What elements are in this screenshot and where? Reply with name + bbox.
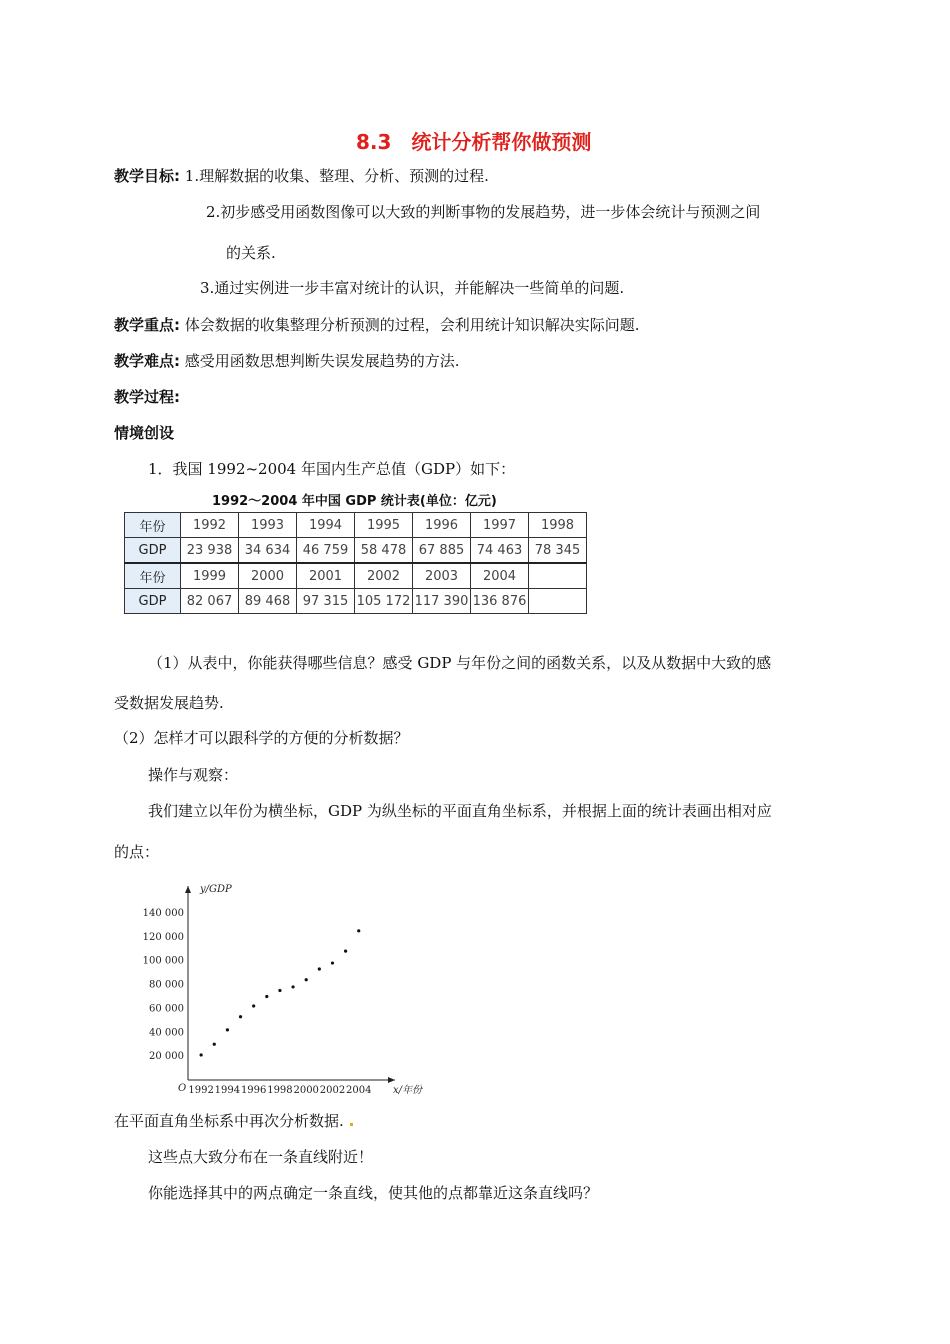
table-cell: GDP [125,538,181,564]
table-cell: 117 390 [413,589,471,614]
paragraph-4-line2: 的点： [114,843,160,861]
data-point [305,978,308,981]
data-point [239,1015,242,1018]
difficulty [114,350,460,371]
x-tick-label: 2004 [346,1085,372,1096]
x-tick-label: 2000 [293,1085,319,1096]
question-1: 1．我国 1992~2004 年国内生产总值（GDP）如下： [148,460,516,478]
paragraph-2: （2）怎样才可以跟科学的方便的分析数据？ [114,729,409,747]
y-tick-label: 140 000 [142,907,184,919]
table-cell: 1993 [239,513,297,538]
table-cell: 1998 [529,513,587,538]
difficulty-text: 感受用函数思想判断失误发展趋势的方法. [184,352,460,370]
paragraph-6: 这些点大致分布在一条直线附近！ [148,1148,374,1166]
table-cell: 1997 [471,513,529,538]
y-tick-label: 100 000 [142,955,184,967]
data-point [213,1043,216,1046]
paragraph-3: 操作与观察： [148,766,239,784]
x-tick-label: 1994 [214,1085,241,1096]
key-point-label: 教学重点: [114,316,180,334]
data-point [278,989,281,992]
data-point [357,929,360,932]
x-tick-label: 1998 [267,1085,293,1096]
data-point [318,967,321,970]
page-title: 8.3 统计分析帮你做预测 [356,130,592,154]
paragraph-1-line1: （1）从表中，你能获得哪些信息？感受 GDP 与年份之间的函数关系，以及从数据中大致的感 [148,654,772,672]
table-cell: 82 067 [181,589,239,614]
table-cell: 1995 [355,513,413,538]
gdp-scatter-chart [140,876,440,1096]
paragraph-7: 你能选择其中的两点确定一条直线，使其他的点都靠近这条直线吗？ [148,1184,599,1202]
table-cell: 74 463 [471,538,529,564]
y-tick-label: 40 000 [149,1027,184,1039]
table-cell: 1994 [297,513,355,538]
table-cell: 67 885 [413,538,471,564]
table-cell: 78 345 [529,538,587,564]
table-cell: 2000 [239,563,297,589]
chart-axes [178,884,423,1096]
table-cell: 年份 [125,513,181,538]
chart-points [200,929,361,1056]
y-axis-label: y/GDP [200,884,232,895]
difficulty-label: 教学难点: [114,352,180,370]
table-cell: GDP [125,589,181,614]
table-cell: 2002 [355,563,413,589]
objective-2-line2: 的关系. [226,244,276,262]
objectives-label: 教学目标: [114,167,180,185]
paragraph-5 [114,1110,354,1131]
objective-1: 1.理解数据的收集、整理、分析、预测的过程. [184,167,489,185]
origin-label: O [178,1083,187,1094]
table-cell: 2004 [471,563,529,589]
data-point [226,1028,229,1031]
data-point [344,950,347,953]
chart-ticks [143,908,372,1096]
table-cell: 23 938 [181,538,239,564]
x-tick-label: 1992 [188,1085,214,1096]
table-row [125,589,587,614]
data-point [331,961,334,964]
table-cell: 58 478 [355,538,413,564]
paragraph-1-line2: 受数据发展趋势. [114,694,224,712]
data-point [252,1004,255,1007]
table-cell: 1996 [413,513,471,538]
y-tick-label: 60 000 [149,1003,184,1015]
table-cell: 2001 [297,563,355,589]
process-label: 教学过程: [114,388,180,406]
gdp-table [124,512,587,614]
table-cell: 1999 [181,563,239,589]
paragraph-4-line1: 我们建立以年份为横坐标，GDP 为纵坐标的平面直角坐标系，并根据上面的统计表画出相对应 [148,802,772,820]
orange-dot-mark [350,1123,353,1126]
table-row [125,513,587,538]
table-caption: 1992～2004 年中国 GDP 统计表(单位：亿元) [212,494,497,509]
table-cell: 年份 [125,563,181,589]
table-cell: 46 759 [297,538,355,564]
table-cell: 136 876 [471,589,529,614]
key-point [114,314,640,335]
x-axis-arrow [388,1077,395,1083]
x-tick-label: 1996 [240,1085,267,1096]
table-cell: 34 634 [239,538,297,564]
situation-label: 情境创设 [114,424,175,442]
data-point [291,985,294,988]
x-axis-label: x/年份 [393,1085,423,1096]
table-cell: 89 468 [239,589,297,614]
paragraph-5-text: 在平面直角坐标系中再次分析数据. [114,1112,344,1130]
table-row [125,538,587,564]
y-tick-label: 80 000 [149,979,184,991]
objective-3: 3.通过实例进一步丰富对统计的认识，并能解决一些简单的问题. [200,279,625,297]
table-row [125,563,587,589]
y-axis-arrow [185,886,191,893]
data-point [200,1053,203,1056]
key-point-text: 体会数据的收集整理分析预测的过程，会利用统计知识解决实际问题. [184,316,640,334]
table-cell [529,589,587,614]
table-cell: 1992 [181,513,239,538]
data-point [265,995,268,998]
table-cell [529,563,587,589]
x-tick-label: 2002 [319,1085,346,1096]
table-cell: 2003 [413,563,471,589]
y-tick-label: 20 000 [149,1051,184,1063]
objectives-line1 [114,165,489,186]
objective-2-line1: 2.初步感受用函数图像可以大致的判断事物的发展趋势，进一步体会统计与预测之间 [206,203,761,221]
table-cell: 97 315 [297,589,355,614]
table-cell: 105 172 [355,589,413,614]
y-tick-label: 120 000 [142,931,184,943]
